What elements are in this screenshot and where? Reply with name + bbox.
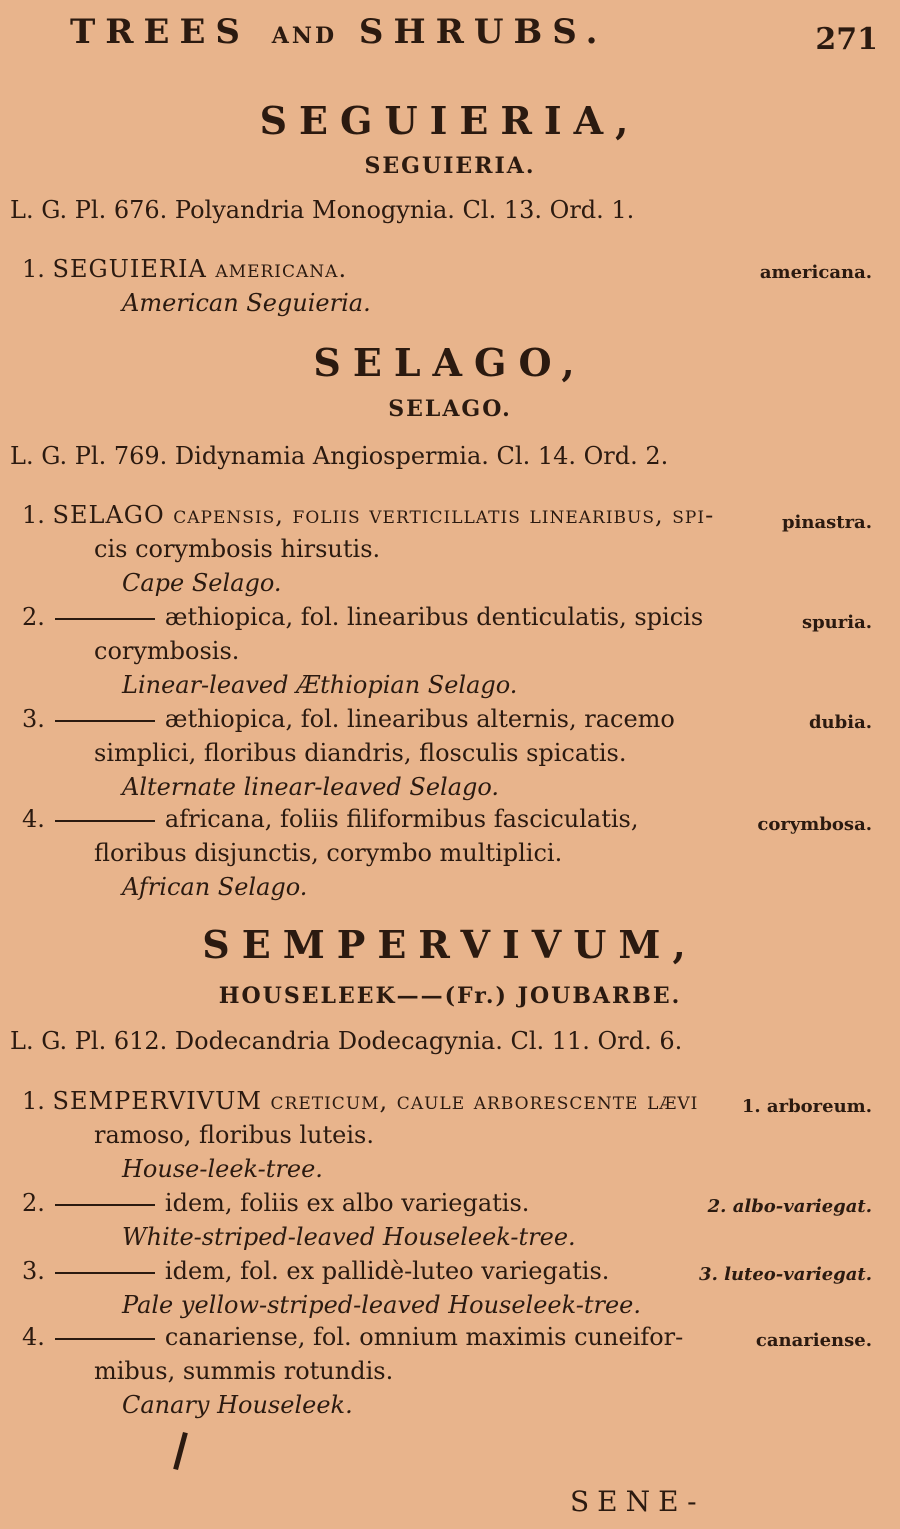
- entry-number: 1.: [22, 1087, 45, 1115]
- entry-number: 4.: [22, 805, 45, 833]
- ditto-dash: [55, 820, 155, 822]
- class-line: L. G. Pl. 676. Polyandria Monogynia. Cl. 13. Ord. 1.: [10, 196, 635, 224]
- margin-name: americana.: [759, 262, 872, 283]
- entry-latin: SEMPERVIVUM creticum, caule arborescente lævi: [52, 1087, 699, 1115]
- entry-latin: idem, foliis ex albo variegatis.: [164, 1189, 530, 1217]
- margin-name: pinastra.: [781, 512, 872, 533]
- genus-common-name: SEGUIERIA.: [364, 153, 536, 179]
- entry-english: African Selago.: [122, 873, 308, 901]
- species-entry: [22, 1320, 722, 1422]
- entry-english: Pale yellow-striped-leaved Houseleek-tree.: [122, 1291, 642, 1319]
- entry-latin: æthiopica, fol. linearibus denticulatis, spicis: [164, 603, 704, 631]
- genus-title: SELAGO,: [313, 340, 587, 385]
- species-entry: [22, 1084, 722, 1186]
- genus-common-name: HOUSELEEK——(Fr.) JOUBARBE.: [218, 983, 682, 1009]
- genus-title: SEMPERVIVUM,: [202, 922, 698, 967]
- entry-latin: idem, fol. ex pallidè-luteo variegatis.: [164, 1257, 610, 1285]
- entry-continuation: cis corymbosis hirsutis.: [94, 535, 381, 563]
- entry-number: 4.: [22, 1323, 45, 1351]
- margin-name: corymbosa.: [757, 814, 872, 835]
- entry-latin: africana, foliis filiformibus fasciculatis,: [164, 805, 639, 833]
- entry-latin: SELAGO capensis, foliis verticillatis linearibus, spi-: [52, 501, 715, 529]
- species-entry: [22, 802, 722, 904]
- entry-continuation: floribus disjunctis, corymbo multiplici.: [94, 839, 563, 867]
- catchword: SENE-: [570, 1485, 705, 1518]
- running-head-right: SHRUBS.: [358, 12, 608, 52]
- margin-name: spuria.: [801, 612, 872, 633]
- class-line: L. G. Pl. 769. Didynamia Angiospermia. Cl. 14. Ord. 2.: [10, 442, 669, 470]
- ditto-dash: [55, 1272, 155, 1274]
- entry-latin: SEGUIERIA americana.: [52, 255, 348, 283]
- page-number: 271: [815, 22, 878, 57]
- entry-number: 2.: [22, 1189, 45, 1217]
- entry-number: 3.: [22, 705, 45, 733]
- entry-number: 3.: [22, 1257, 45, 1285]
- entry-english: Cape Selago.: [122, 569, 282, 597]
- ditto-dash: [55, 720, 155, 722]
- class-line: L. G. Pl. 612. Dodecandria Dodecagynia. Cl. 11. Ord. 6.: [10, 1027, 683, 1055]
- genus-common-name: SELAGO.: [388, 396, 512, 422]
- ditto-dash: [55, 618, 155, 620]
- ditto-dash: [55, 1204, 155, 1206]
- margin-name: 2. albo-variegat.: [707, 1196, 872, 1217]
- margin-name: 3. luteo-variegat.: [699, 1264, 872, 1285]
- species-entry: [22, 1254, 722, 1322]
- entry-number: 2.: [22, 603, 45, 631]
- species-entry: [22, 702, 722, 804]
- species-entry: [22, 252, 722, 320]
- entry-english: Alternate linear-leaved Selago.: [122, 773, 500, 801]
- running-head-and: AND: [271, 23, 338, 49]
- species-entry: [22, 600, 722, 702]
- genus-title: SEGUIERIA,: [259, 98, 641, 143]
- entry-continuation: ramoso, floribus luteis.: [94, 1121, 374, 1149]
- entry-english: Linear-leaved Æthiopian Selago.: [122, 671, 518, 699]
- entry-continuation: mibus, summis rotundis.: [94, 1357, 394, 1385]
- ditto-dash: [55, 1338, 155, 1340]
- entry-english: Canary Houseleek.: [122, 1391, 353, 1419]
- entry-continuation: simplici, floribus diandris, flosculis spicatis.: [94, 739, 627, 767]
- ink-mark: [173, 1432, 188, 1470]
- margin-name: 1. arboreum.: [741, 1096, 872, 1117]
- entry-english: White-striped-leaved Houseleek-tree.: [122, 1223, 576, 1251]
- entry-number: 1.: [22, 255, 45, 283]
- entry-english: American Seguieria.: [122, 289, 371, 317]
- margin-name: canariense.: [755, 1330, 872, 1351]
- entry-continuation: corymbosis.: [94, 637, 240, 665]
- running-head-left: TREES: [70, 12, 250, 52]
- entry-number: 1.: [22, 501, 45, 529]
- species-entry: [22, 1186, 722, 1254]
- entry-latin: æthiopica, fol. linearibus alternis, racemo: [164, 705, 675, 733]
- running-head: [70, 12, 607, 52]
- entry-latin: canariense, fol. omnium maximis cuneifor-: [164, 1323, 684, 1351]
- entry-english: House-leek-tree.: [122, 1155, 323, 1183]
- species-entry: [22, 498, 722, 600]
- margin-name: dubia.: [808, 712, 872, 733]
